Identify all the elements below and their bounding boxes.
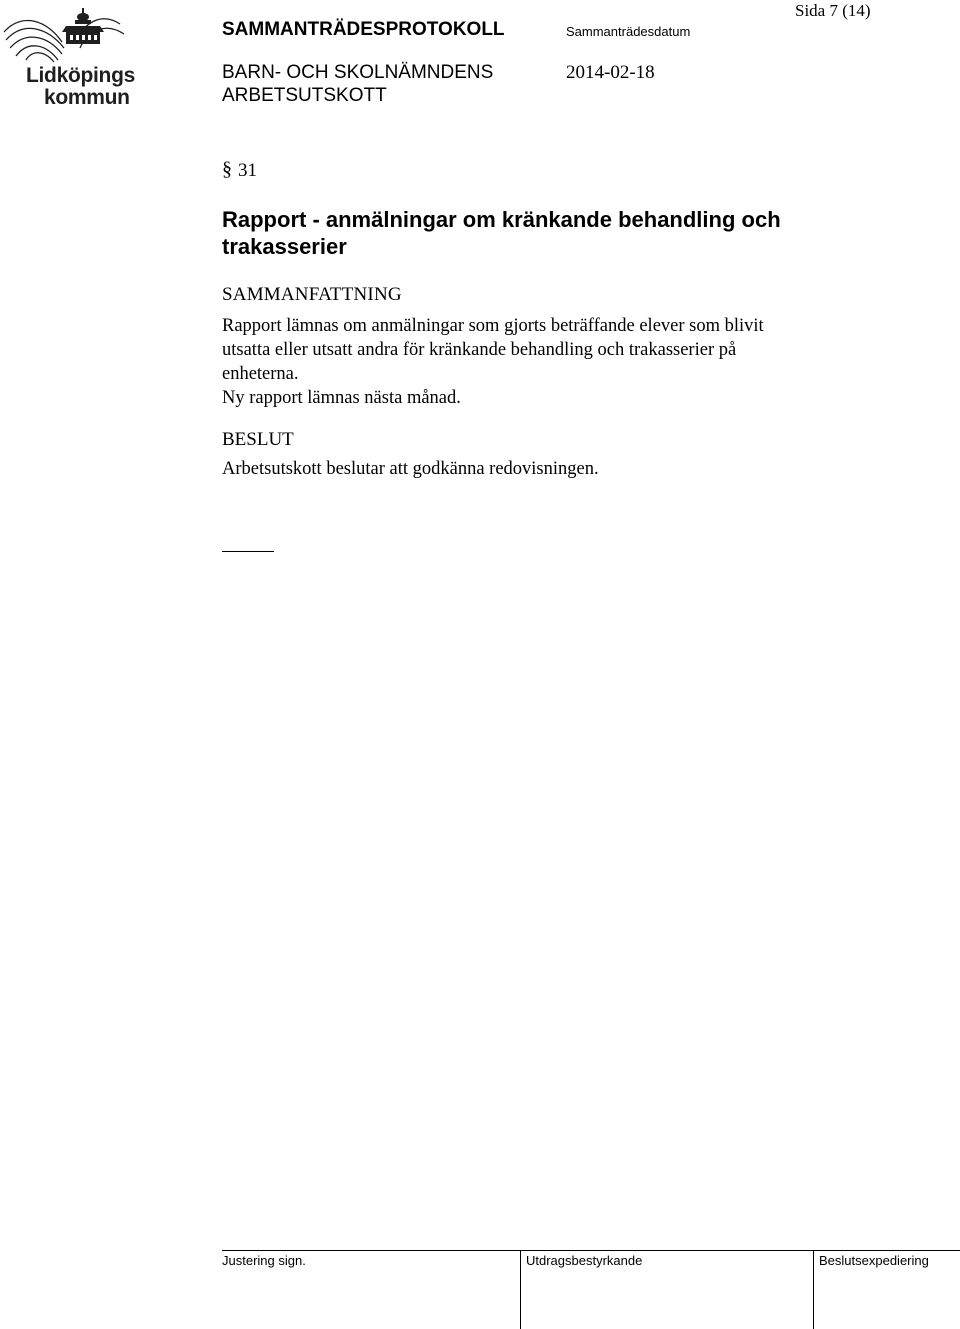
- footer-divider: [520, 1251, 521, 1329]
- organization-name-line2: ARBETSUTSKOTT: [222, 85, 387, 106]
- decision-heading: BESLUT: [222, 429, 294, 450]
- meeting-date-label: Sammanträdesdatum: [566, 24, 691, 39]
- summary-heading: SAMMANFATTNING: [222, 284, 402, 305]
- summary-line: Ny rapport lämnas nästa månad.: [222, 388, 461, 408]
- logo-text-lidkopings: Lidköpings: [26, 64, 135, 87]
- footer-divider: [813, 1251, 814, 1329]
- summary-line: Rapport lämnas om anmälningar som gjorts beträffande elever som blivit: [222, 316, 764, 336]
- document-type: SAMMANTRÄDESPROTOKOLL: [222, 19, 505, 40]
- section-end-rule: [222, 551, 274, 552]
- paragraph-number: 31: [238, 160, 257, 181]
- decision-text: Arbetsutskott beslutar att godkänna redovisningen.: [222, 459, 599, 479]
- footer-justering-label: Justering sign.: [222, 1253, 306, 1268]
- footer-utdragsbestyrkande-label: Utdragsbestyrkande: [526, 1253, 643, 1268]
- logo-text-kommun: kommun: [44, 86, 130, 109]
- page-number: Sida 7 (14): [795, 1, 871, 20]
- footer-beslutsexpediering-label: Beslutsexpediering: [819, 1253, 929, 1268]
- summary-line: enheterna.: [222, 364, 299, 384]
- summary-body: [222, 314, 842, 410]
- section-title: Rapport - anmälningar om kränkande behandling och trakasserier: [222, 207, 781, 259]
- organization-name-line1: BARN- OCH SKOLNÄMNDENS: [222, 62, 494, 83]
- meeting-date-value: 2014-02-18: [566, 62, 655, 83]
- summary-line: utsatta eller utsatt andra för kränkande behandling och trakasserier på: [222, 340, 737, 360]
- footer-rule: [222, 1250, 960, 1251]
- paragraph-symbol: §: [222, 158, 232, 180]
